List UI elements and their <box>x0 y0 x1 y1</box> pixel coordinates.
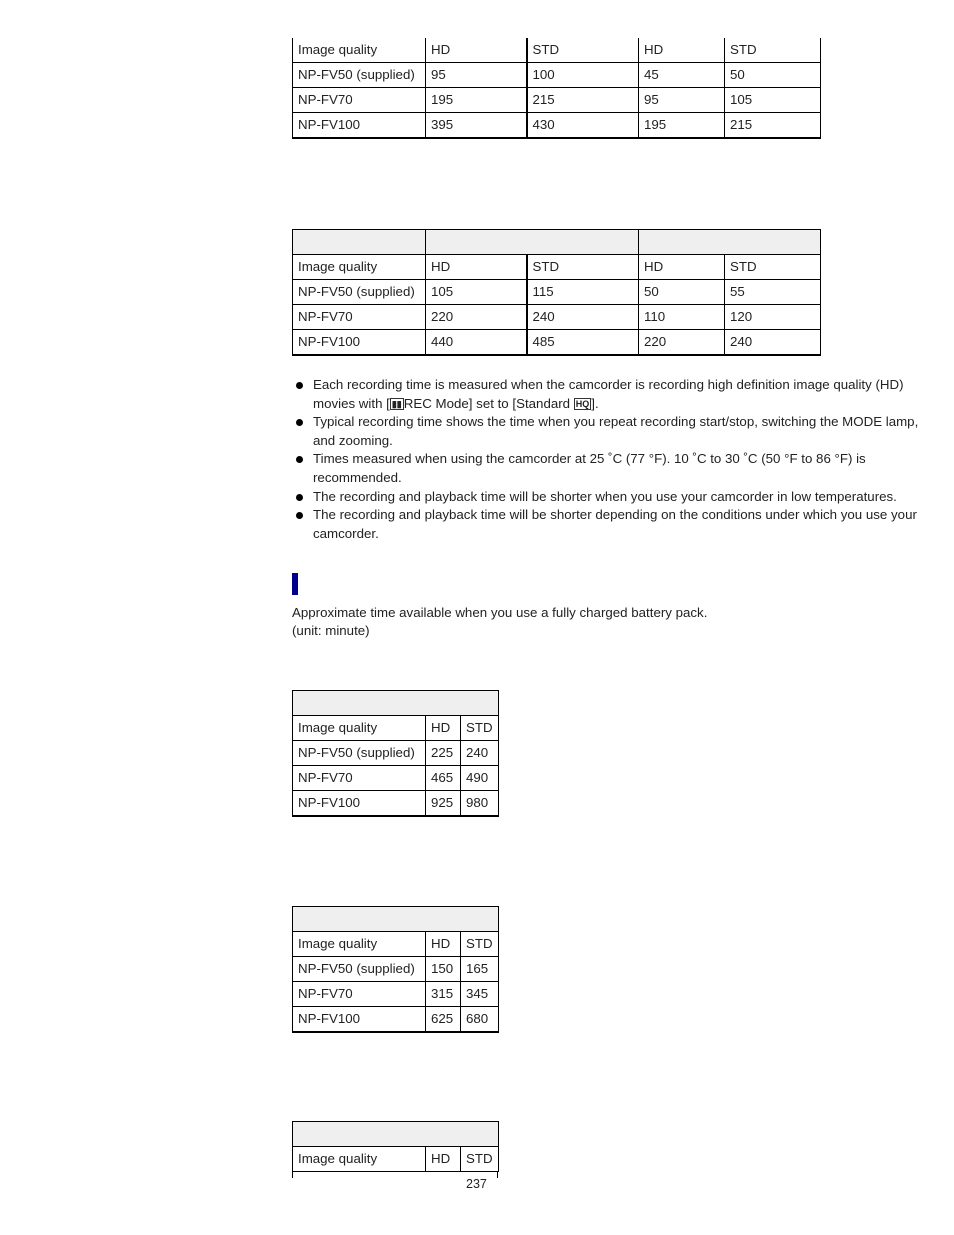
table-header-row <box>293 716 499 741</box>
table-cell: HD <box>426 1147 461 1172</box>
unit-note: (unit: minute) <box>292 623 370 638</box>
note-text: Times measured when using the camcorder at 25 ˚C (77 °F). 10 ˚C to 30 ˚C (50 °F to 86 °F) is recommended. <box>313 451 866 485</box>
table-cell: NP-FV50 (supplied) <box>293 280 426 305</box>
table-cell: 50 <box>725 63 821 88</box>
table-header-row <box>293 255 821 280</box>
table-cell: 225 <box>426 741 461 766</box>
table-cell: 490 <box>461 766 499 791</box>
notes-list <box>292 376 932 543</box>
note-text: Typical recording time shows the time when you repeat recording start/stop, switching the MODE lamp, and zooming. <box>313 414 919 448</box>
table-header-row <box>293 932 499 957</box>
table-cell: STD <box>461 932 499 957</box>
list-item <box>292 488 932 507</box>
table-cell: NP-FV70 <box>293 88 426 113</box>
table-cell: 105 <box>725 88 821 113</box>
note-text: ]. <box>591 395 599 411</box>
table-cell: 240 <box>461 741 499 766</box>
playback-time-table-1 <box>292 690 499 817</box>
table-cell: 625 <box>426 1007 461 1033</box>
page-number: 237 <box>466 1177 487 1191</box>
table-cell: 95 <box>639 88 725 113</box>
table-cell: 430 <box>527 113 639 139</box>
hq-icon: HQ <box>575 398 590 409</box>
table-cell: 45 <box>639 63 725 88</box>
table-cell: 195 <box>426 88 527 113</box>
table-cell: HD <box>426 255 527 280</box>
list-item <box>292 376 932 413</box>
table-row <box>293 791 499 817</box>
table-cell: STD <box>527 38 639 63</box>
table-cell: NP-FV100 <box>293 330 426 356</box>
note-text: The recording and playback time will be shorter when you use your camcorder in low temperatures. <box>313 488 897 504</box>
bullet-icon <box>296 382 303 389</box>
playback-time-table-3 <box>292 1121 499 1172</box>
table-cell: NP-FV100 <box>293 1007 426 1033</box>
table-cell: STD <box>725 255 821 280</box>
table-row <box>293 957 499 982</box>
table-cell: HD <box>426 932 461 957</box>
table-cell: NP-FV100 <box>293 113 426 139</box>
recording-time-table-1 <box>292 38 821 139</box>
table-cell: 150 <box>426 957 461 982</box>
table-cell: NP-FV70 <box>293 766 426 791</box>
table-cell: 95 <box>426 63 527 88</box>
table-cell: 395 <box>426 113 527 139</box>
table-cell: 215 <box>725 113 821 139</box>
table-cell: Image quality <box>293 932 426 957</box>
table-cell: 220 <box>639 330 725 356</box>
table-row <box>293 982 499 1007</box>
movie-icon: ▮▮ <box>391 398 402 409</box>
table-cell: 315 <box>426 982 461 1007</box>
table-cell: 115 <box>527 280 639 305</box>
playback-intro: Approximate time available when you use a fully charged battery pack. <box>292 605 708 620</box>
table-cell: 465 <box>426 766 461 791</box>
table-cell: 485 <box>527 330 639 356</box>
table-cell: 240 <box>527 305 639 330</box>
table-cell: 55 <box>725 280 821 305</box>
playback-time-table-2 <box>292 906 499 1033</box>
table-cell: NP-FV50 (supplied) <box>293 741 426 766</box>
section-heading-marker <box>292 573 298 595</box>
table-header-row <box>293 38 821 63</box>
bullet-icon <box>296 494 303 501</box>
table-cell: NP-FV50 (supplied) <box>293 63 426 88</box>
table-cell: Image quality <box>293 38 426 63</box>
table-caption-row <box>293 907 499 932</box>
table-cell: STD <box>461 1147 499 1172</box>
list-item <box>292 413 932 450</box>
table-cell <box>293 691 499 716</box>
table-cell: NP-FV50 (supplied) <box>293 957 426 982</box>
table-cell: NP-FV70 <box>293 982 426 1007</box>
table-row <box>293 113 821 139</box>
table-cell <box>639 230 821 255</box>
table-row <box>293 1007 499 1033</box>
table-cell: HD <box>426 716 461 741</box>
table-cell: 240 <box>725 330 821 356</box>
bullet-icon <box>296 512 303 519</box>
table-cell: Image quality <box>293 255 426 280</box>
bullet-icon <box>296 419 303 426</box>
table-cell: NP-FV100 <box>293 791 426 817</box>
table-cell <box>293 907 499 932</box>
table-row <box>293 88 821 113</box>
table-row <box>293 280 821 305</box>
table-cell: HD <box>639 38 725 63</box>
table-cell: 680 <box>461 1007 499 1033</box>
table-cell: 345 <box>461 982 499 1007</box>
table-cell: 220 <box>426 305 527 330</box>
table-row <box>293 305 821 330</box>
table-row <box>293 766 499 791</box>
table-row <box>293 330 821 356</box>
table-row <box>293 741 499 766</box>
recording-time-table-2 <box>292 229 821 356</box>
table-cell: Image quality <box>293 716 426 741</box>
note-text: The recording and playback time will be shorter depending on the conditions under which you use your camcorder. <box>313 507 917 541</box>
note-text: movies with [ <box>313 395 390 411</box>
table-cell: 50 <box>639 280 725 305</box>
table-caption-row <box>293 691 499 716</box>
table-cell: HD <box>639 255 725 280</box>
bullet-icon <box>296 456 303 463</box>
note-text: REC Mode] set to [Standard <box>403 395 574 411</box>
table-caption-row <box>293 230 821 255</box>
table-cell: 980 <box>461 791 499 817</box>
table-cell: STD <box>461 716 499 741</box>
table-cell: 215 <box>527 88 639 113</box>
table-cell: NP-FV70 <box>293 305 426 330</box>
table-cell: STD <box>527 255 639 280</box>
table-cell: 925 <box>426 791 461 817</box>
table-cell: 110 <box>639 305 725 330</box>
table-cell: 165 <box>461 957 499 982</box>
table-cell: 100 <box>527 63 639 88</box>
table-cell: 105 <box>426 280 527 305</box>
table-cell <box>426 230 639 255</box>
list-item <box>292 450 932 487</box>
table-cell: Image quality <box>293 1147 426 1172</box>
note-text: Each recording time is measured when the camcorder is recording high definition image quality (HD) <box>313 377 904 392</box>
table-cell <box>293 230 426 255</box>
table-cell: STD <box>725 38 821 63</box>
table-cell <box>293 1122 499 1147</box>
table-cell: HD <box>426 38 527 63</box>
table-header-row <box>293 1147 499 1172</box>
table-cell: 440 <box>426 330 527 356</box>
table-cell: 195 <box>639 113 725 139</box>
list-item <box>292 506 932 543</box>
table-cell: 120 <box>725 305 821 330</box>
table-row <box>293 63 821 88</box>
table-caption-row <box>293 1122 499 1147</box>
